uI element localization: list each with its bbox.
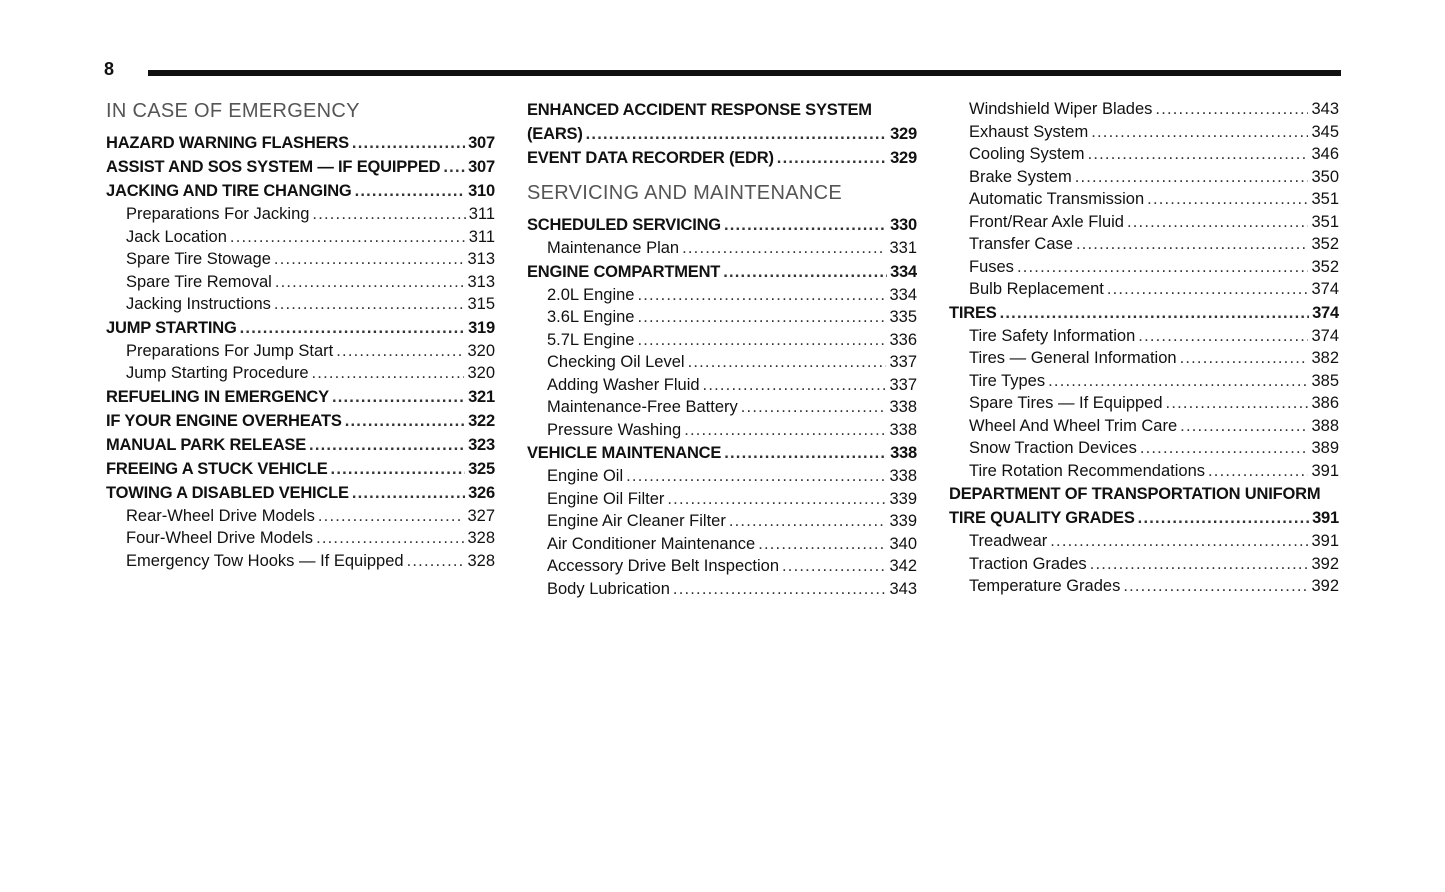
toc-entry-sub[interactable] — [527, 488, 917, 511]
toc-entry-label: REFUELING IN EMERGENCY — [106, 387, 329, 406]
toc-entry-sub[interactable] — [106, 527, 495, 550]
toc-page-number: 392 — [1311, 554, 1339, 573]
toc-entry-label: MANUAL PARK RELEASE — [106, 435, 307, 454]
toc-entry-label: Brake System — [969, 167, 1072, 186]
dot-leader — [230, 226, 466, 249]
toc-entry-label: Preparations For Jacking — [126, 205, 310, 223]
toc-entry-sub[interactable] — [949, 530, 1339, 553]
toc-entry-sub[interactable] — [949, 460, 1339, 483]
toc-entry-main[interactable] — [106, 385, 495, 409]
section-heading: SERVICING AND MAINTENANCE — [527, 182, 842, 204]
toc-page-number: 336 — [889, 330, 917, 349]
toc-page-number: 313 — [467, 250, 495, 268]
toc-entry-sub[interactable] — [106, 550, 495, 573]
toc-entry-sub[interactable] — [949, 553, 1339, 576]
toc-page-number: 311 — [468, 227, 495, 246]
toc-entry-sub[interactable] — [949, 121, 1339, 144]
toc-page-number: 320 — [467, 364, 495, 382]
toc-entry-label: DEPARTMENT OF TRANSPORTATION UNIFORM — [949, 485, 1321, 503]
toc-entry-sub[interactable] — [527, 237, 917, 260]
toc-page-number: 342 — [889, 557, 917, 575]
toc-page-number: 343 — [1311, 100, 1339, 118]
toc-entry-main[interactable] — [527, 98, 917, 122]
toc-page-number: 385 — [1311, 371, 1339, 390]
dot-leader — [724, 441, 887, 465]
toc-page-number: 391 — [1312, 509, 1339, 527]
toc-page-number: 374 — [1311, 326, 1339, 345]
toc-page-number: 330 — [890, 216, 917, 234]
toc-page-number: 319 — [468, 318, 495, 337]
dot-leader — [729, 510, 887, 533]
dot-leader — [355, 179, 466, 203]
toc-entry-sub[interactable] — [527, 351, 917, 374]
toc-entry-sub[interactable] — [949, 575, 1339, 598]
toc-entry-label: Windshield Wiper Blades — [969, 100, 1153, 118]
toc-entry-main[interactable] — [106, 481, 495, 505]
toc-entry-sub[interactable] — [949, 143, 1339, 166]
dot-leader — [1180, 347, 1309, 370]
dot-leader — [723, 260, 887, 284]
dot-leader — [1000, 301, 1309, 325]
toc-page-number: 310 — [468, 182, 495, 200]
toc-page-number: 352 — [1311, 235, 1339, 253]
dot-leader — [274, 293, 465, 316]
dot-leader — [1088, 143, 1309, 166]
toc-page-number: 392 — [1311, 577, 1339, 595]
toc-entry-main[interactable] — [949, 506, 1339, 530]
toc-page-number: 386 — [1311, 394, 1339, 412]
toc-page-number: 311 — [468, 205, 495, 223]
toc-page-number: 329 — [890, 149, 917, 167]
toc-entry-label: SCHEDULED SERVICING — [527, 216, 721, 234]
toc-entry-sub[interactable] — [527, 510, 917, 533]
dot-leader — [336, 340, 464, 363]
toc-page-number: 374 — [1312, 303, 1339, 322]
toc-page-number: 327 — [467, 506, 495, 525]
toc-entry-sub[interactable] — [949, 188, 1339, 211]
toc-entry-sub[interactable] — [949, 98, 1339, 121]
toc-entry-sub[interactable] — [949, 166, 1339, 189]
toc-entry-label: Body Lubrication — [547, 579, 670, 598]
toc-column-2 — [527, 98, 917, 600]
toc-page-number: 325 — [468, 459, 495, 478]
toc-entry-main[interactable] — [527, 441, 917, 465]
dot-leader — [1075, 166, 1309, 189]
toc-page-number: 337 — [889, 375, 917, 394]
toc-page-number: 313 — [467, 272, 495, 291]
toc-entry-main[interactable] — [527, 146, 917, 170]
toc-page-number: 326 — [468, 483, 495, 502]
toc-entry-sub[interactable] — [949, 392, 1339, 415]
dot-leader — [1208, 460, 1308, 483]
toc-entry-label: 2.0L Engine — [547, 285, 635, 304]
toc-page-number: 351 — [1311, 212, 1339, 231]
dot-leader — [782, 555, 886, 578]
dot-leader — [682, 237, 886, 260]
dot-leader — [1090, 553, 1309, 576]
dot-leader — [352, 481, 465, 505]
dot-leader — [777, 146, 887, 170]
toc-entry-label: Preparations For Jump Start — [126, 341, 334, 360]
toc-entry-label: Spare Tire Stowage — [126, 250, 271, 268]
toc-entry-label: Treadwear — [969, 532, 1048, 550]
dot-leader — [1127, 211, 1308, 234]
toc-page-number: 331 — [889, 239, 917, 257]
toc-entry-label: Four-Wheel Drive Models — [126, 529, 314, 547]
toc-page-number: 315 — [467, 295, 495, 313]
toc-entry-sub[interactable] — [527, 533, 917, 556]
toc-column-3 — [949, 98, 1339, 598]
toc-entry-label: Engine Oil Filter — [547, 489, 665, 508]
toc-entry-sub[interactable] — [527, 329, 917, 352]
toc-entry-label: TIRES — [949, 303, 997, 322]
dot-leader — [275, 271, 465, 294]
dot-leader — [1048, 370, 1308, 393]
toc-entry-label: Engine Oil — [547, 467, 624, 485]
toc-page-number: 322 — [468, 411, 495, 430]
toc-entry-label: Jack Location — [126, 227, 227, 246]
toc-page-number: 346 — [1311, 145, 1339, 163]
toc-entry-sub[interactable] — [106, 248, 495, 271]
toc-entry-label: Emergency Tow Hooks — If Equipped — [126, 551, 404, 570]
toc-page-number: 328 — [467, 551, 495, 570]
toc-page-number: 389 — [1311, 439, 1339, 457]
toc-entry-label: Temperature Grades — [969, 577, 1121, 595]
dot-leader — [667, 488, 886, 511]
dot-leader — [684, 419, 886, 442]
toc-entry-label: ENGINE COMPARTMENT — [527, 262, 721, 281]
toc-page-number: 339 — [889, 512, 917, 530]
toc-entry-label: HAZARD WARNING FLASHERS — [106, 134, 349, 152]
toc-page-number: 320 — [467, 341, 495, 360]
dot-leader — [724, 213, 887, 237]
dot-leader — [637, 329, 886, 352]
toc-page-number: 343 — [889, 579, 917, 598]
toc-entry-label: IF YOUR ENGINE OVERHEATS — [106, 411, 342, 430]
dot-leader — [407, 550, 465, 573]
toc-page-number: 351 — [1311, 190, 1339, 208]
toc-entry-label: Automatic Transmission — [969, 190, 1145, 208]
toc-entry-sub[interactable] — [527, 306, 917, 329]
toc-page-number: 382 — [1311, 349, 1339, 367]
toc-entry-label: 5.7L Engine — [547, 330, 635, 349]
toc-page-number: 329 — [890, 125, 917, 143]
toc-entry-label: Rear-Wheel Drive Models — [126, 506, 315, 525]
toc-entry-sub[interactable] — [949, 347, 1339, 370]
toc-entry-label: JACKING AND TIRE CHANGING — [106, 182, 352, 200]
toc-entry-main[interactable] — [527, 122, 917, 146]
toc-entry-sub[interactable] — [527, 284, 917, 307]
dot-leader — [1147, 188, 1308, 211]
toc-entry-sub[interactable] — [106, 271, 495, 294]
toc-entry-label: ASSIST AND SOS SYSTEM — IF EQUIPPED — [106, 158, 441, 176]
toc-page-number: 307 — [468, 158, 495, 176]
toc-entry-label: Cooling System — [969, 145, 1085, 163]
toc-entry-label: Accessory Drive Belt Inspection — [547, 557, 780, 575]
toc-entry-sub[interactable] — [949, 211, 1339, 234]
dot-leader — [1123, 575, 1308, 598]
dot-leader — [637, 284, 886, 307]
toc-page-number: 345 — [1311, 122, 1339, 141]
dot-leader — [240, 316, 465, 340]
toc-entry-label: JUMP STARTING — [106, 318, 237, 337]
toc-page-number: 388 — [1311, 416, 1339, 435]
toc-entry-label: VEHICLE MAINTENANCE — [527, 444, 722, 462]
toc-entry-sub[interactable] — [106, 362, 495, 385]
toc-entry-label: (EARS) — [527, 125, 583, 143]
toc-entry-sub[interactable] — [949, 437, 1339, 460]
toc-entry-sub[interactable] — [106, 203, 495, 226]
dot-leader — [758, 533, 886, 556]
toc-entry-label: Jump Starting Procedure — [126, 364, 309, 382]
toc-page-number: 323 — [468, 435, 495, 454]
dot-leader — [1076, 233, 1309, 256]
dot-leader — [331, 457, 466, 481]
toc-entry-label: Jacking Instructions — [126, 295, 271, 313]
dot-leader — [352, 131, 465, 155]
toc-entry-main[interactable] — [106, 179, 495, 203]
toc-page-number: 374 — [1311, 280, 1339, 298]
toc-entry-sub[interactable] — [527, 465, 917, 488]
dot-leader — [688, 351, 887, 374]
dot-leader — [345, 409, 465, 433]
toc-entry-label: ENHANCED ACCIDENT RESPONSE SYSTEM — [527, 101, 872, 119]
toc-entry-label: Tire Types — [969, 371, 1046, 390]
toc-entry-label: 3.6L Engine — [547, 308, 635, 326]
dot-leader — [1155, 98, 1308, 121]
toc-entry-sub[interactable] — [527, 419, 917, 442]
toc-page-number: 391 — [1311, 461, 1339, 480]
toc-page-number: 337 — [889, 353, 917, 371]
dot-leader — [316, 527, 464, 550]
toc-entry-main[interactable] — [106, 409, 495, 433]
toc-entry-label: Transfer Case — [969, 235, 1073, 253]
dot-leader — [274, 248, 465, 271]
toc-page-number: 334 — [889, 285, 917, 304]
toc-entry-label: Checking Oil Level — [547, 353, 685, 371]
dot-leader — [443, 155, 465, 179]
toc-entry-sub[interactable] — [949, 278, 1339, 301]
toc-entry-label: Adding Washer Fluid — [547, 375, 700, 394]
toc-entry-label: TIRE QUALITY GRADES — [949, 509, 1135, 527]
toc-page-number: 352 — [1311, 257, 1339, 276]
header-rule — [148, 70, 1341, 76]
dot-leader — [312, 362, 465, 385]
dot-leader — [1180, 415, 1308, 438]
dot-leader — [312, 203, 465, 226]
toc-entry-label: Maintenance-Free Battery — [547, 398, 738, 416]
toc-entry-sub[interactable] — [527, 396, 917, 419]
toc-entry-label: Air Conditioner Maintenance — [547, 534, 756, 553]
toc-page-number: 338 — [889, 420, 917, 439]
toc-column-1 — [106, 98, 495, 572]
toc-entry-sub[interactable] — [949, 325, 1339, 348]
toc-entry-main[interactable] — [527, 260, 917, 284]
toc-entry-main[interactable] — [949, 482, 1339, 506]
page-number: 8 — [104, 59, 115, 79]
dot-leader — [637, 306, 886, 329]
toc-entry-label: Tire Safety Information — [969, 326, 1136, 345]
toc-entry-label: Tires — General Information — [969, 349, 1177, 367]
toc-entry-sub[interactable] — [949, 415, 1339, 438]
toc-entry-sub[interactable] — [527, 374, 917, 397]
toc-entry-sub[interactable] — [106, 340, 495, 363]
dot-leader — [309, 433, 465, 457]
dot-leader — [1140, 437, 1309, 460]
toc-page-number: 340 — [889, 534, 917, 553]
toc-entry-label: Engine Air Cleaner Filter — [547, 512, 726, 530]
dot-leader — [741, 396, 887, 419]
toc-page-number: 350 — [1311, 167, 1339, 186]
section-heading: IN CASE OF EMERGENCY — [106, 100, 360, 122]
toc-entry-sub[interactable] — [106, 505, 495, 528]
toc-entry-label: Front/Rear Axle Fluid — [969, 212, 1124, 231]
toc-entry-label: TOWING A DISABLED VEHICLE — [106, 483, 349, 502]
toc-page-number: 328 — [467, 529, 495, 547]
dot-leader — [626, 465, 886, 488]
toc-entry-label: Spare Tires — If Equipped — [969, 394, 1163, 412]
toc-entry-sub[interactable] — [949, 256, 1339, 279]
toc-page-number: 338 — [889, 398, 917, 416]
toc-entry-label: Traction Grades — [969, 554, 1087, 573]
toc-page-number: 338 — [889, 467, 917, 485]
dot-leader — [586, 122, 887, 146]
toc-entry-label: Exhaust System — [969, 122, 1089, 141]
toc-entry-label: FREEING A STUCK VEHICLE — [106, 459, 328, 478]
toc-entry-main[interactable] — [106, 433, 495, 457]
toc-page-number: 391 — [1311, 532, 1339, 550]
toc-entry-sub[interactable] — [949, 370, 1339, 393]
toc-entry-sub[interactable] — [527, 555, 917, 578]
toc-entry-main[interactable] — [949, 301, 1339, 325]
toc-entry-label: Maintenance Plan — [547, 239, 680, 257]
toc-entry-main[interactable] — [106, 316, 495, 340]
toc-entry-main[interactable] — [106, 155, 495, 179]
toc-page-number: 321 — [468, 387, 495, 406]
toc-entry-label: Snow Traction Devices — [969, 439, 1137, 457]
toc-entry-sub[interactable] — [527, 578, 917, 601]
dot-leader — [1138, 325, 1308, 348]
dot-leader — [332, 385, 465, 409]
toc-entry-sub[interactable] — [106, 293, 495, 316]
dot-leader — [1050, 530, 1308, 553]
toc-page-number: 335 — [889, 308, 917, 326]
dot-leader — [1107, 278, 1309, 301]
dot-leader — [1166, 392, 1309, 415]
toc-entry-main[interactable] — [106, 457, 495, 481]
toc-entry-label: Wheel And Wheel Trim Care — [969, 416, 1178, 435]
toc-page-number: 307 — [468, 134, 495, 152]
toc-entry-main[interactable] — [106, 131, 495, 155]
toc-entry-label: EVENT DATA RECORDER (EDR) — [527, 149, 774, 167]
toc-page-number: 338 — [890, 444, 917, 462]
toc-entry-label: Tire Rotation Recommendations — [969, 461, 1205, 480]
dot-leader — [703, 374, 887, 397]
toc-entry-label: Bulb Replacement — [969, 280, 1104, 298]
dot-leader — [1091, 121, 1308, 144]
toc-entry-main[interactable] — [527, 213, 917, 237]
dot-leader — [1017, 256, 1309, 279]
dot-leader — [1138, 506, 1309, 530]
toc-page-number: 339 — [889, 489, 917, 508]
toc-entry-label: Pressure Washing — [547, 420, 682, 439]
dot-leader — [673, 578, 887, 601]
dot-leader — [318, 505, 465, 528]
toc-entry-sub[interactable] — [949, 233, 1339, 256]
toc-page-number: 334 — [890, 262, 917, 281]
toc-entry-label: Spare Tire Removal — [126, 272, 272, 291]
toc-entry-label: Fuses — [969, 257, 1014, 276]
toc-entry-sub[interactable] — [106, 226, 495, 249]
